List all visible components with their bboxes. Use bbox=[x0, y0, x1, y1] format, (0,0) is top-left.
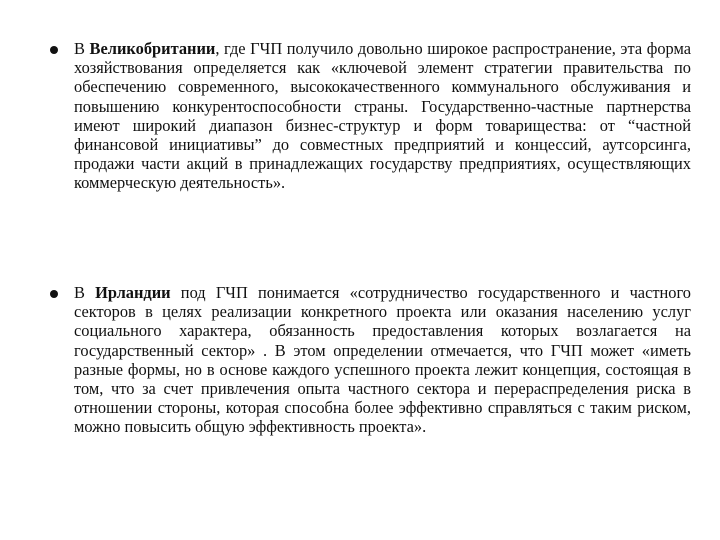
bullet-text-ireland bbox=[74, 283, 691, 437]
bullet-body-uk: , где ГЧП получило довольно широкое распространение, эта форма хозяйствования определяется как «ключевой элемент стратегии правительства по обеспечению современного, высококачественного коммунального обслуживания и повышению конкурентоспособности страны. Государственно-частные партнерства имеют широкий диапазон бизнес-структур и форм товарищества: от “частной финансовой инициативы” до совместных предприятий и концессий, аутсорсинга, продажи части акций в принадлежащих государству предприятиях, осуществляющих коммерческую деятельность». bbox=[74, 39, 691, 193]
bullet-dot-icon bbox=[50, 290, 58, 298]
bullet-prefix: В bbox=[74, 39, 90, 58]
country-name-uk: Великобритании bbox=[89, 39, 216, 58]
country-name-ireland: Ирландии bbox=[95, 283, 171, 302]
bullet-dot-icon bbox=[50, 46, 58, 54]
bullet-body-ireland: под ГЧП понимается «сотрудничество государственного и частного секторов в целях реализации конкретного проекта или оказания населению услуг социального характера, обязанность предоставления которых возлагается на государственный сектор» . В этом определении отмечается, что ГЧП может «иметь разные формы, но в основе каждого успешного проекта лежит концепция, состоящая в том, что за счет привлечения опыта частного сектора и перераспределения риска в отношении стороны, которая способна более эффективно справляться с таким риском, можно повысить общую эффективность проекта». bbox=[74, 283, 691, 437]
bullet-prefix: В bbox=[74, 283, 96, 302]
bullet-item-uk bbox=[50, 39, 691, 193]
bullet-item-ireland bbox=[50, 283, 691, 437]
bullet-text-uk bbox=[74, 39, 691, 193]
